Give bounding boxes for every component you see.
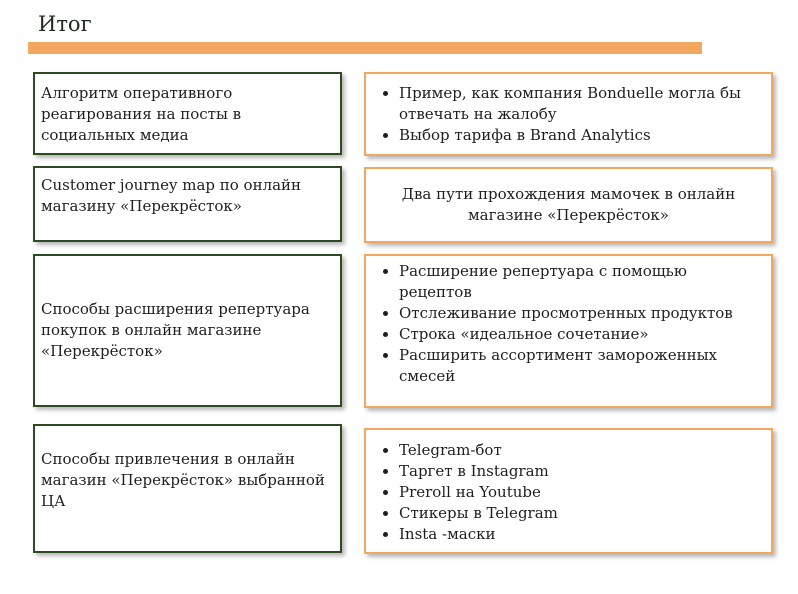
row4-left-text: Способы привлечения в онлайн магазин «Перекрёсток» выбранной ЦА: [41, 450, 325, 510]
row2-left-box: [33, 166, 342, 242]
row3-left-text: Способы расширения репертуара покупок в онлайн магазине «Перекрёсток»: [41, 300, 310, 360]
row2-right-text: Два пути прохождения мамочек в онлайн магазине «Перекрёсток»: [401, 185, 736, 224]
list-item: • Выбор тарифа в Brand Analytics: [399, 125, 763, 146]
list-item: • Отслеживание просмотренных продуктов: [399, 303, 757, 324]
row1-bullet-list: [366, 83, 763, 146]
row1-left-text: Алгоритм оперативного реагирования на посты в социальных медиа: [41, 84, 242, 144]
list-item: • Insta -маски: [399, 524, 771, 545]
row1-right-box: [364, 72, 773, 156]
row3-right-box: [364, 254, 773, 408]
row3-left-box: [33, 254, 342, 407]
list-item: • Telegram-бот: [399, 440, 771, 461]
row3-bullet-list: [366, 261, 757, 387]
list-item: • Строка «идеальное сочетание»: [399, 324, 757, 345]
list-item: • Стикеры в Telegram: [399, 503, 771, 524]
list-item: • Пример, как компания Bonduelle могла бы отвечать на жалобу: [399, 83, 763, 125]
list-item: • Расширить ассортимент замороженных смесей: [399, 345, 757, 387]
row4-left-box: [33, 424, 342, 553]
slide-title: Итог: [38, 12, 92, 36]
row2-right-box: [364, 167, 773, 243]
row1-left-box: [33, 72, 342, 155]
list-item: • Таргет в Instagram: [399, 461, 771, 482]
list-item: • Расширение репертуара с помощью рецептов: [399, 261, 757, 303]
row4-bullet-list: [366, 440, 771, 545]
list-item: • Preroll на Youtube: [399, 482, 771, 503]
title-underline-bar: [28, 42, 702, 54]
row2-left-text: Customer journey map по онлайн магазину «Перекрёсток»: [41, 176, 302, 215]
row4-right-box: [364, 428, 773, 554]
